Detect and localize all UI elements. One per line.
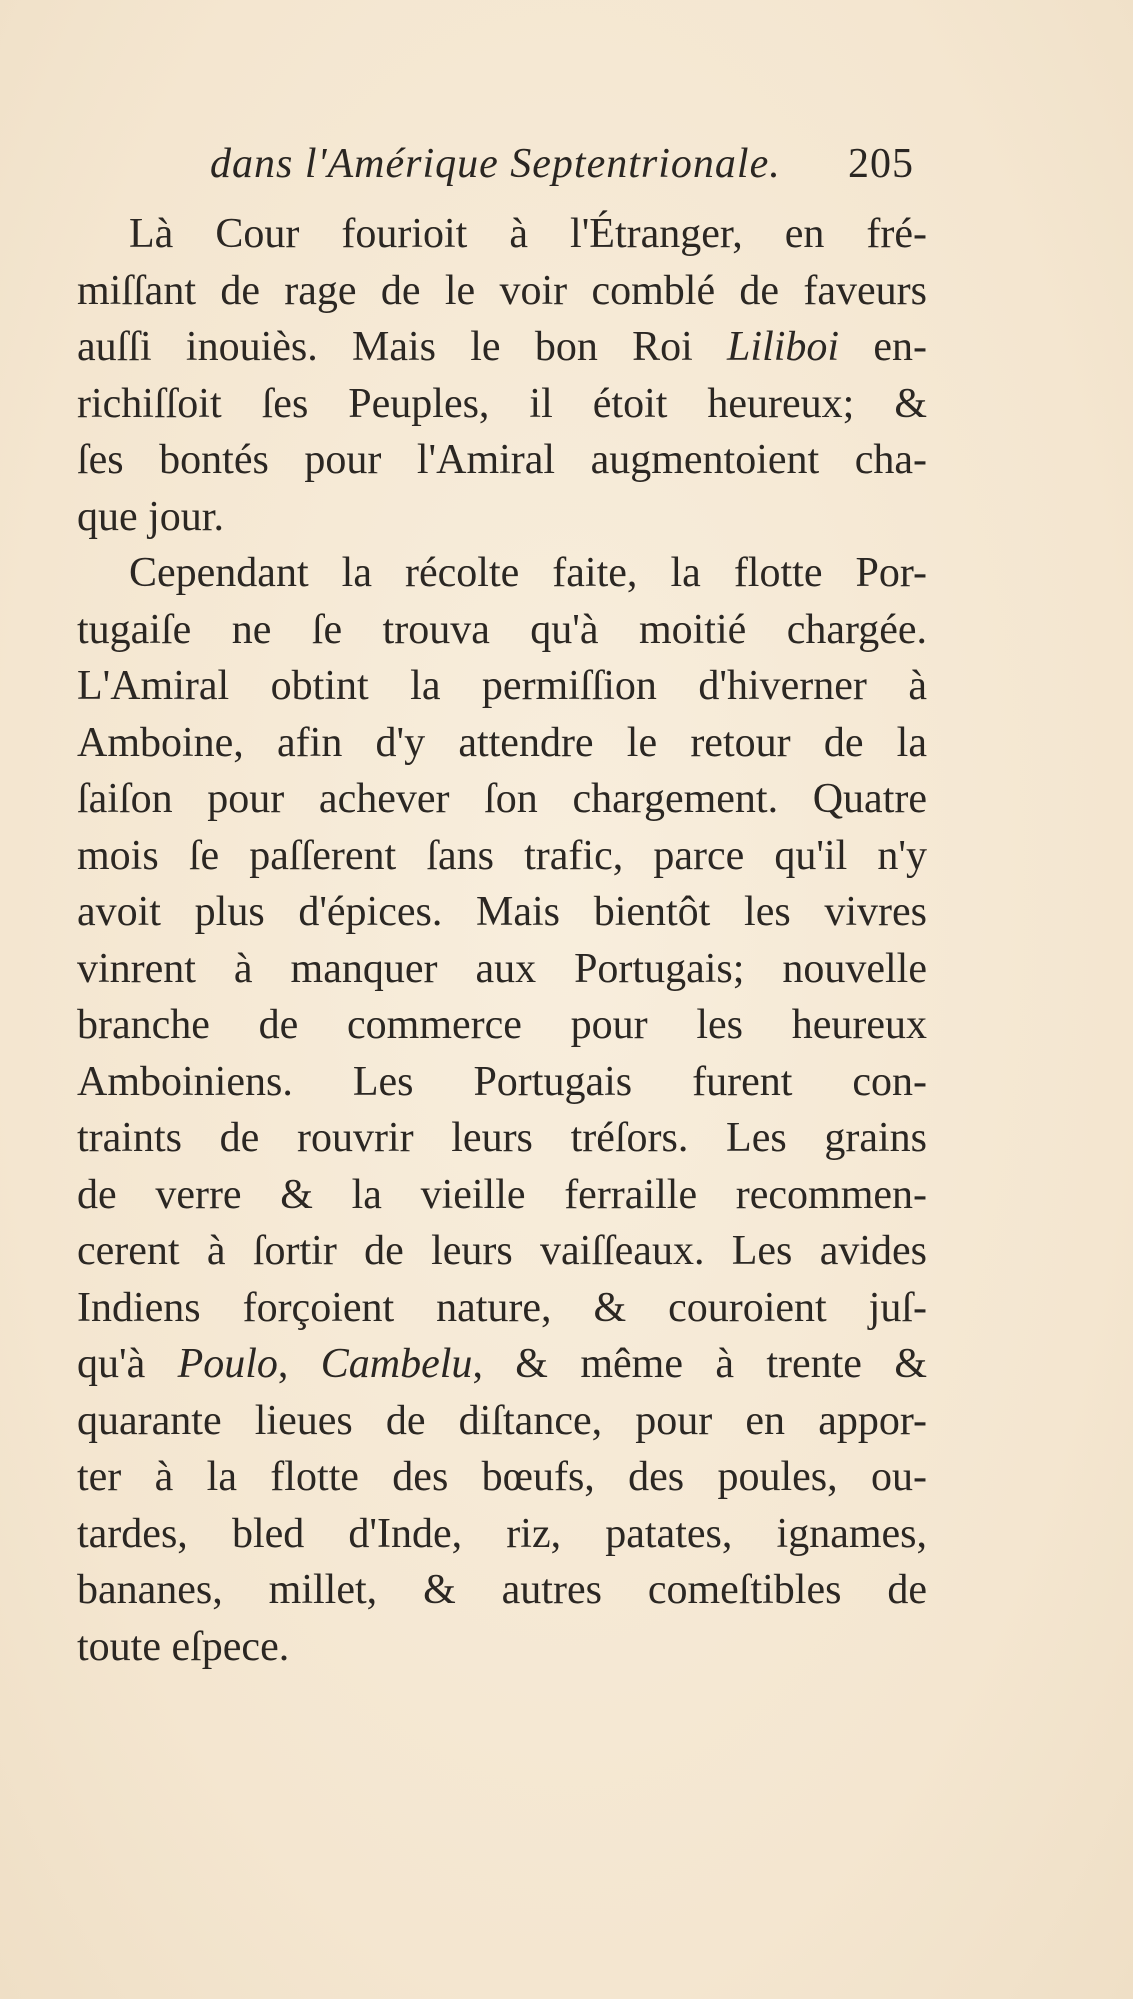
text-line: ſaiſon pour achever ſon chargement. Quatre [77,776,927,822]
text-line: auſſi inouiès. Mais le bon Roi Liliboi en- [77,324,927,370]
text-line: qu'à Poulo, Cambelu, & même à trente & [77,1341,927,1387]
text-line: Là Cour fourioit à l'Étranger, en fré- [129,211,927,257]
text-line: tugaiſe ne ſe trouva qu'à moitié chargée. [77,606,927,653]
text-line: cerent à ſortir de leurs vaiſſeaux. Les avides [77,1228,927,1274]
text-line: miſſant de rage de le voir comblé de faveurs [77,267,927,314]
text-line: tardes, bled d'Inde, riz, patates, ignames, [77,1510,927,1557]
text-line: traints de rouvrir leurs tréſors. Les grains [77,1115,927,1161]
text-line: mois ſe paſſerent ſans trafic, parce qu'il n'y [77,832,927,879]
text-line: vinrent à manquer aux Portugais; nouvelle [77,945,927,992]
text-line: branche de commerce pour les heureux [77,1002,927,1048]
text-line: avoit plus d'épices. Mais bientôt les vivres [77,889,927,935]
text-line: quarante lieues de diſtance, pour en appor- [77,1397,927,1444]
text-line: ſes bontés pour l'Amiral augmentoient cha- [77,437,927,483]
text-line: richiſſoit ſes Peuples, il étoit heureux; & [77,380,927,427]
text-line: Amboiniens. Les Portugais furent con- [77,1058,927,1105]
text-line: de verre & la vieille ferraille recommen- [77,1171,927,1218]
text-line: ter à la flotte des bœufs, des poules, ou- [77,1454,927,1500]
text-line: toute eſpece. [77,1623,290,1670]
text-line: que jour. [77,493,224,540]
page-header [210,140,914,200]
text-line: bananes, millet, & autres comeſtibles de [77,1567,927,1613]
body-text [77,206,927,1675]
text-line: Indiens forçoient nature, & couroient juſ- [77,1284,927,1331]
page-number: 205 [848,141,914,187]
text-line: Amboine, afin d'y attendre le retour de la [77,719,927,766]
text-line: L'Amiral obtint la permiſſion d'hiverner à [77,663,927,709]
text-line: Cependant la récolte faite, la flotte Por- [129,550,927,596]
running-head: dans l'Amérique Septentrionale. [210,141,781,187]
